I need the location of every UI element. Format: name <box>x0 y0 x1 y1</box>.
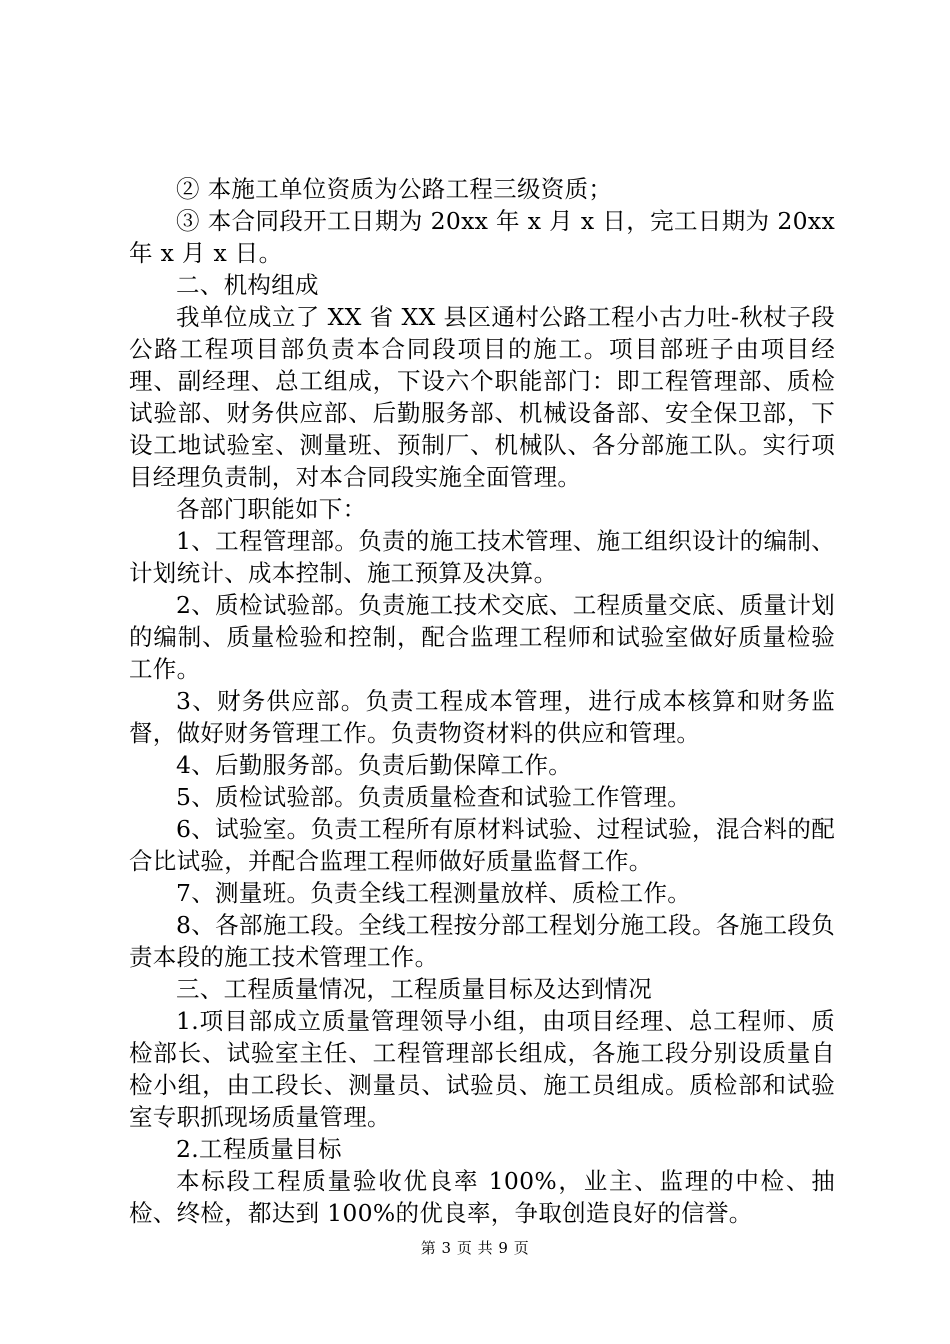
list-item: 4、后勤服务部。负责后勤保障工作。 <box>176 751 573 779</box>
paragraph: ② 本施工单位资质为公路工程三级资质； <box>176 175 613 203</box>
list-item: 1、工程管理部。负责的施工技术管理、施工组织设计的编制、计划统计、成本控制、施工预算及决算。 <box>129 527 835 587</box>
list-item: 3、财务供应部。负责工程成本管理，进行成本核算和财务监督，做好财务管理工作。负责物资材料的供应和管理。 <box>129 687 835 747</box>
paragraph: 各部门职能如下： <box>176 495 367 523</box>
list-item: 2、质检试验部。负责施工技术交底、工程质量交底、质量计划的编制、质量检验和控制，配合监理工程师和试验室做好质量检验工作。 <box>129 591 835 683</box>
list-item: 8、各部施工段。全线工程按分部工程划分施工段。各施工段负责本段的施工技术管理工作。 <box>129 911 835 971</box>
paragraph: 我单位成立了 XX 省 XX 县区通村公路工程小古力吐-秋杖子段公路工程项目部负责本合同段项目的施工。项目部班子由项目经理、副经理、总工组成，下设六个职能部门：即工程管理部、质检试验部、财务供应部、后勤服务部、机械设备部、安全保卫部，下设工地试验室、测量班、预制厂、机械队、各分部施工队。实行项目经理负责制，对本合同段实施全面管理。 <box>129 303 835 491</box>
page-number-label: 第 3 页 共 9 页 <box>420 1239 530 1257</box>
paragraph: ③ 本合同段开工日期为 20xx 年 x 月 x 日，完工日期为 20xx 年 x 月 x 日。 <box>129 207 835 267</box>
list-item: 6、试验室。负责工程所有原材料试验、过程试验，混合料的配合比试验，并配合监理工程师做好质量监督工作。 <box>129 815 835 875</box>
paragraph: 1.项目部成立质量管理领导小组，由项目经理、总工程师、质检部长、试验室主任、工程管理部长组成，各施工段分别设质量自检小组，由工段长、测量员、试验员、施工员组成。质检部和试验室专职抓现场质量管理。 <box>129 1007 835 1131</box>
paragraph: 本标段工程质量验收优良率 100%，业主、监理的中检、抽检、终检，都达到 100%的优良率，争取创造良好的信誉。 <box>129 1167 835 1227</box>
section-heading: 三、工程质量情况，工程质量目标及达到情况 <box>176 975 652 1003</box>
section-heading: 二、机构组成 <box>176 271 319 299</box>
document-body <box>129 173 835 1229</box>
list-item: 5、质检试验部。负责质量检查和试验工作管理。 <box>176 783 692 811</box>
page-footer <box>0 1238 950 1258</box>
sub-heading: 2.工程质量目标 <box>176 1135 342 1163</box>
list-item: 7、测量班。负责全线工程测量放样、质检工作。 <box>176 879 692 907</box>
